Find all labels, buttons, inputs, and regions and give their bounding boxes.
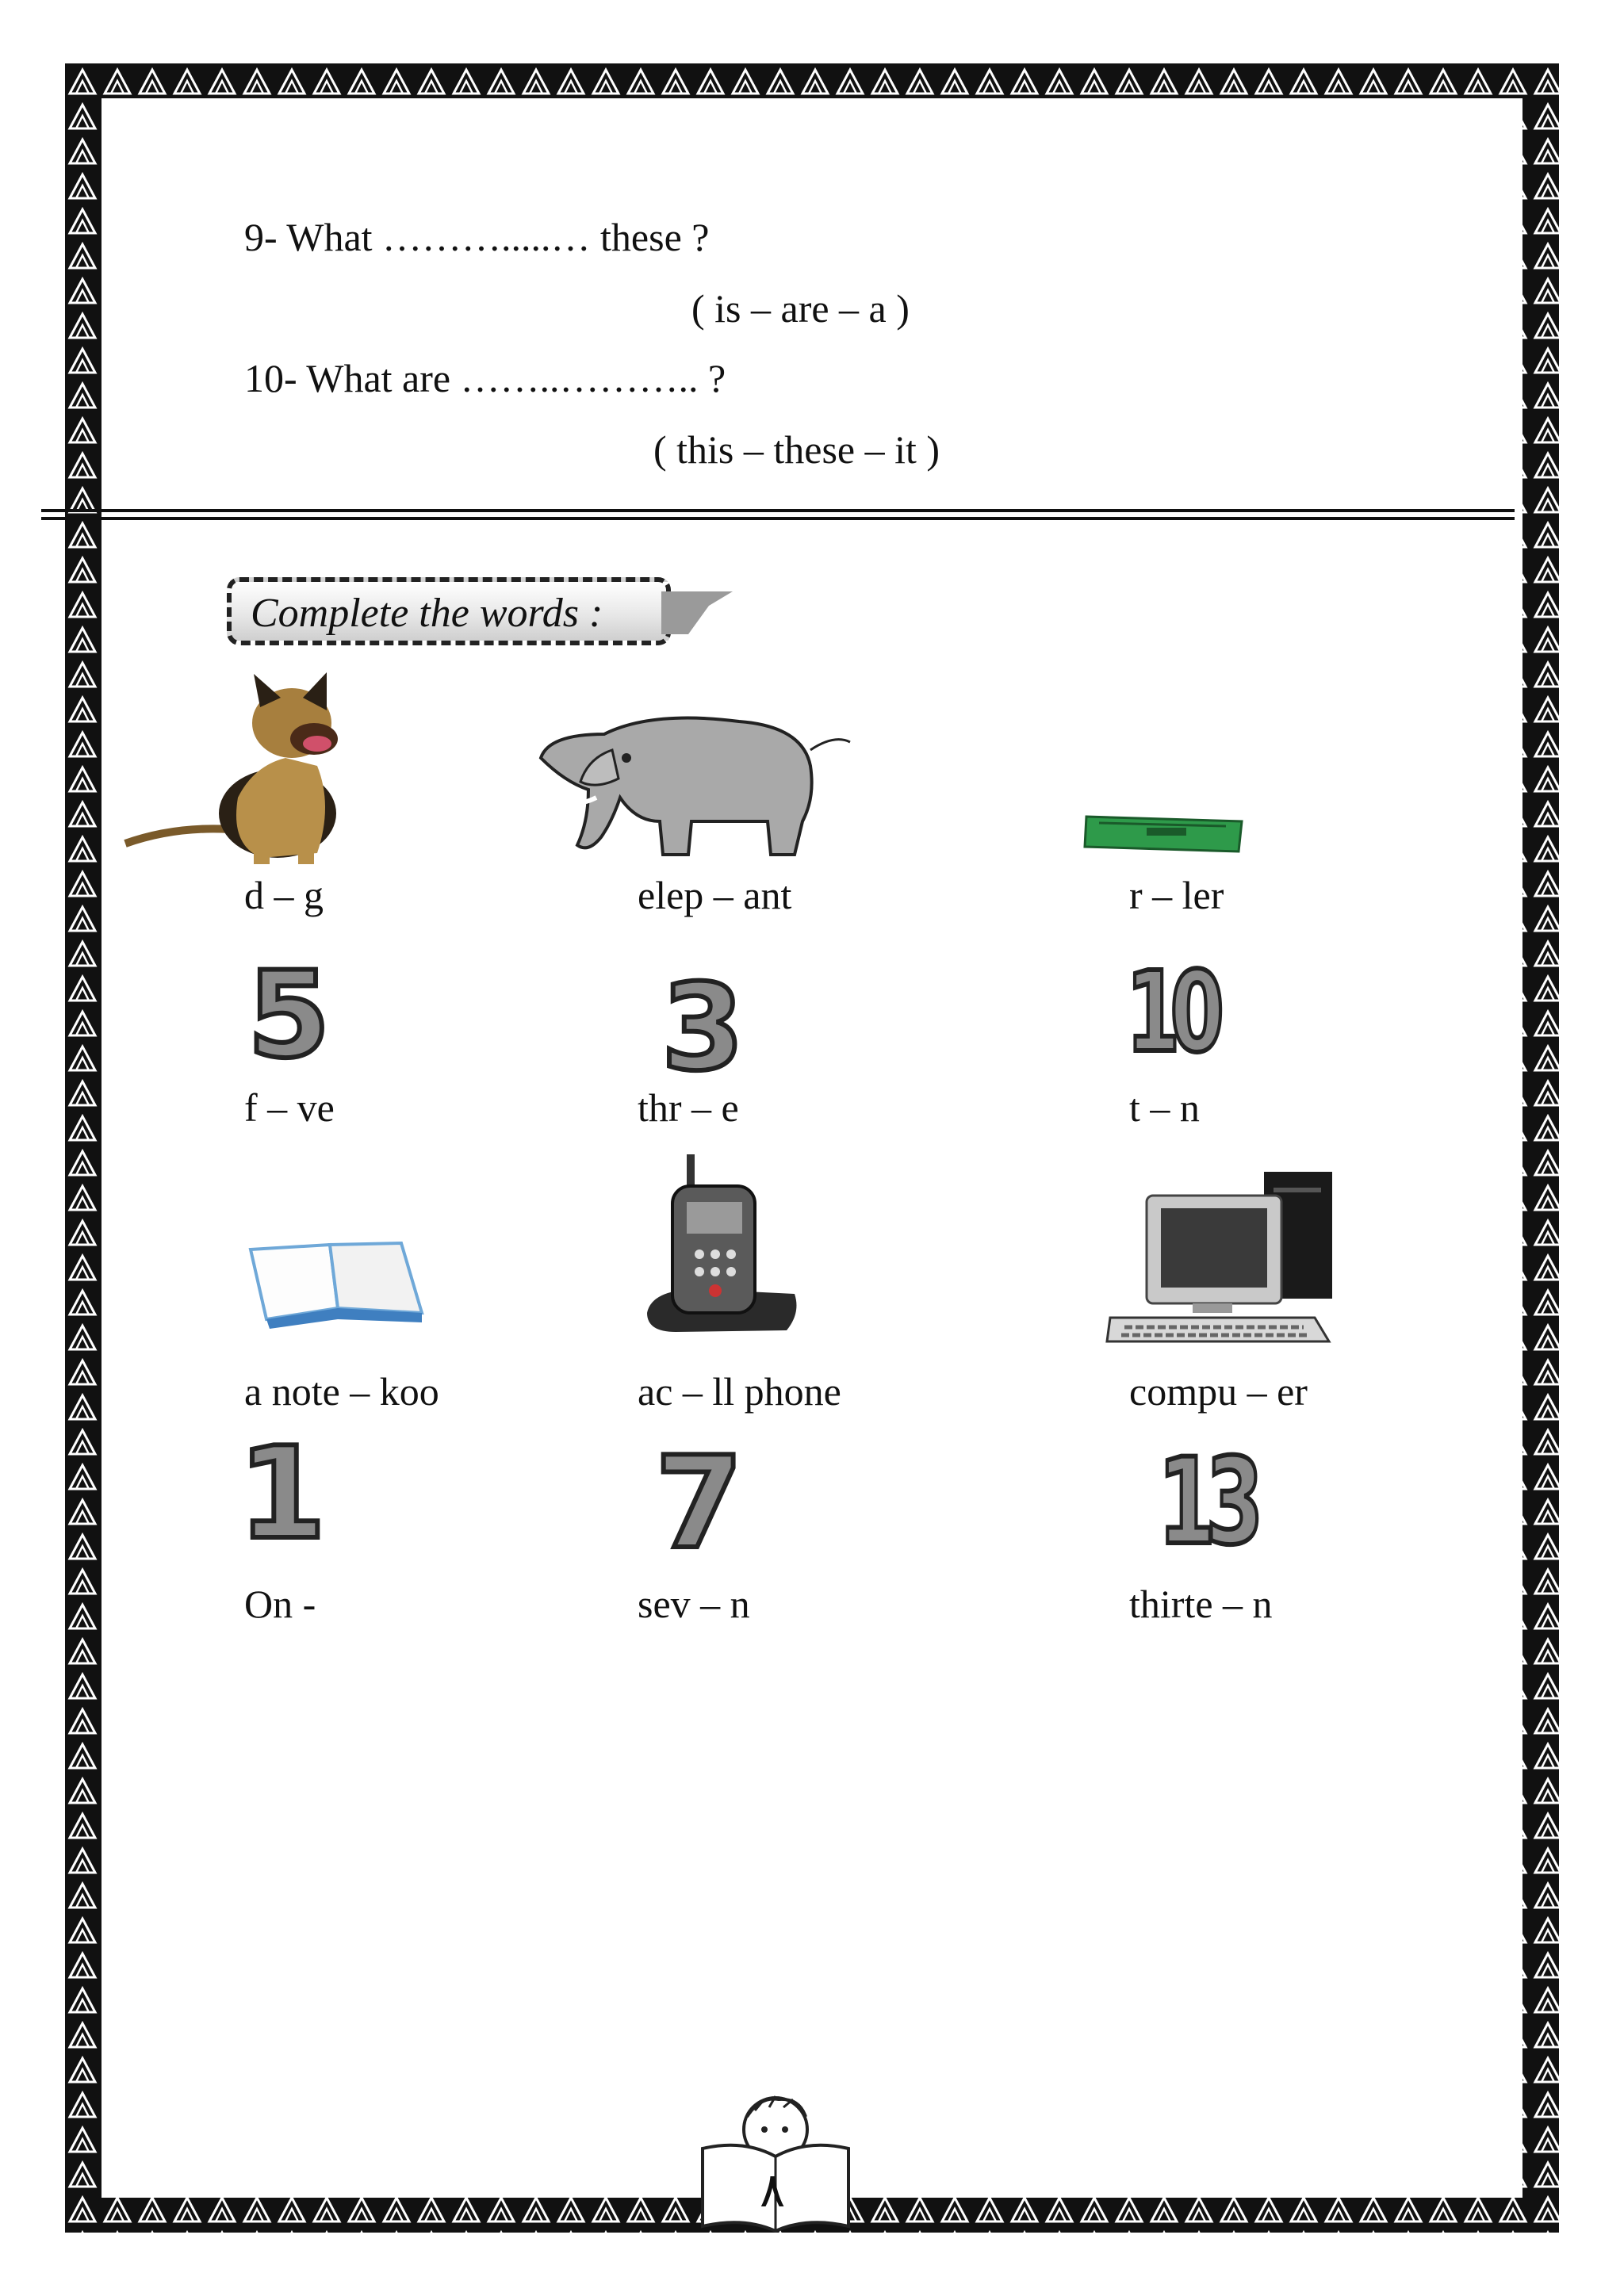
word-seven: sev – n	[638, 1582, 750, 1626]
question-9: 9- What ……….....… these ?	[244, 215, 710, 259]
word-three: thr – e	[638, 1085, 739, 1130]
word-cell-phone: ac – ll phone	[638, 1369, 841, 1414]
separator-line-bottom	[41, 517, 1515, 520]
digit-one: 1	[238, 1419, 327, 1567]
digit-seven: 7	[655, 1429, 744, 1577]
question-10-options: ( this – these – it )	[653, 427, 940, 472]
word-notebook: a note – koo	[244, 1369, 439, 1414]
question-10: 10- What are ……..……….. ?	[244, 356, 726, 400]
page-number: ٨	[760, 2163, 786, 2218]
notebook-picture	[243, 1237, 425, 1332]
digit-three: 3	[661, 959, 745, 1097]
question-9-options: ( is – are – a )	[691, 286, 910, 331]
word-elephant: elep – ant	[638, 873, 792, 917]
word-ten: t – n	[1129, 1085, 1200, 1130]
computer-picture	[1105, 1172, 1335, 1346]
word-one: On -	[244, 1582, 316, 1626]
word-ruler: r – ler	[1129, 873, 1224, 917]
digit-five: 5	[247, 947, 331, 1085]
section-banner-box	[227, 577, 671, 645]
elephant-picture	[533, 702, 866, 861]
cell-phone-picture	[644, 1154, 802, 1337]
section-banner	[227, 577, 680, 650]
separator-line-top	[41, 509, 1515, 512]
word-computer: compu – er	[1129, 1369, 1308, 1414]
word-five: f – ve	[244, 1085, 335, 1130]
word-thirteen: thirte – n	[1129, 1582, 1273, 1626]
page-content-area	[102, 98, 1522, 2198]
ruler-picture	[1083, 806, 1247, 856]
digit-ten: 10	[1126, 948, 1215, 1077]
digit-thirteen: 13	[1158, 1433, 1254, 1571]
dog-picture	[119, 671, 404, 869]
section-title: Complete the words :	[251, 591, 603, 636]
word-dog: d – g	[244, 873, 324, 917]
banner-tail-shape	[661, 577, 741, 649]
